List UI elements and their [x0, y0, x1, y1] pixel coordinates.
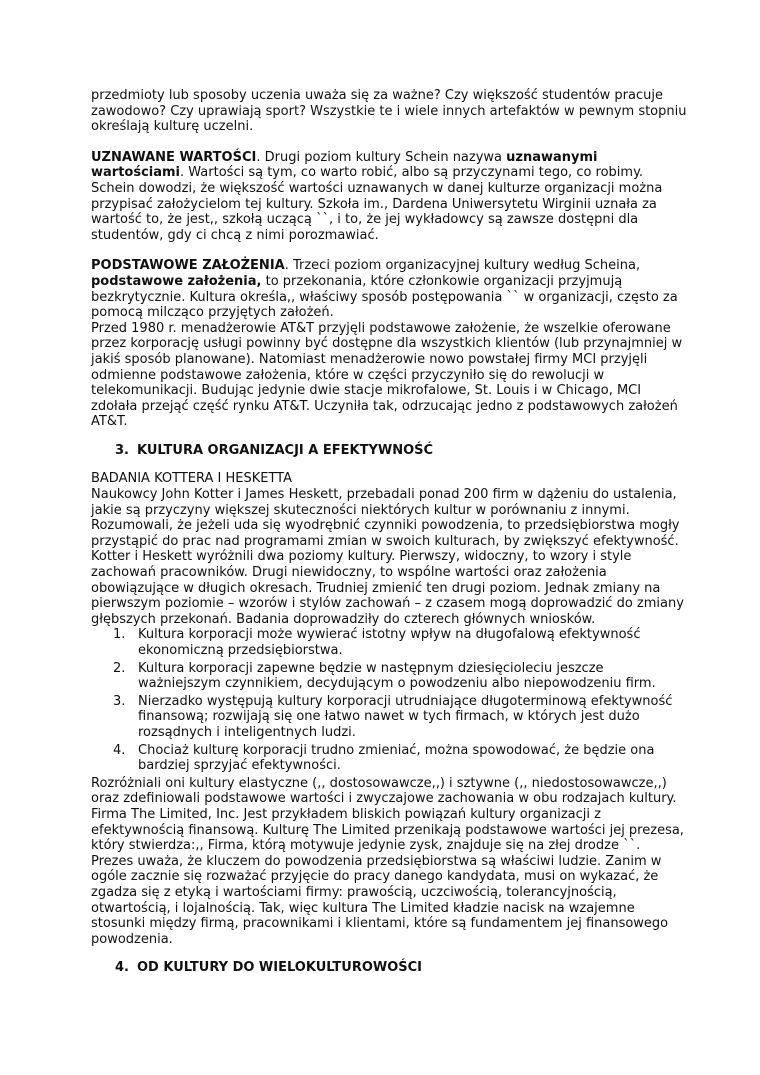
section-4-number: 4. [115, 960, 129, 976]
section-4-title: OD KULTURY DO WIELOKULTUROWOŚCI [137, 960, 423, 976]
list-item-text: Nierzadko występują kultury korporacji utrudniające długoterminową efektywność finansową; rozwijają się one łatwo nawet w tych firmach, w których jest dużo rozsądnych i inteligentnych ludzi. [138, 693, 673, 740]
values-text-2: . Wartości są tym, co warto robić, albo są przyczynami tego, co robimy. Schein dowodzi, że większość wartości uznawanych w danej kulturze organizacji można przypisać założycielom tej kultury. Szkoła im., Dardena Uniwersytetu Wirginii uznała za wartość to, że jest,, szkołą uczącą ``, i to, że jej wykładowcy są zawsze dostępni dla studentów, gdy ci chcą z nimi porozmawiać. [91, 165, 663, 243]
section-3-title: KULTURA ORGANIZACJI A EFEKTYWNOŚĆ [137, 442, 434, 458]
values-text-1: . Drugi poziom kultury Schein nazywa [256, 149, 507, 165]
list-item [91, 661, 690, 692]
values-term: UZNAWANE WARTOŚCI [91, 149, 257, 165]
values-bold-term: uznawanymi wartościami [91, 149, 598, 181]
list-item-text: Chociaż kulturę korporacji trudno zmieniać, można spowodować, że będzie ona bardziej sprzyjać efektywności. [138, 742, 655, 774]
assumptions-term: PODSTAWOWE ZAŁOŻENIA [91, 258, 285, 274]
att-paragraph: Przed 1980 r. menadżerowie AT&T przyjęli podstawowe założenie, że wszelkie oferowane przez korporację usługi powinny być dostępne dla wszystkich klientów (lub przynajmniej w jakiś sposób planowane). Natomiast menadżerowie nowo powstałej firmy MCI przyjęli odmienne podstawowe założenia, które w części przyczyniło się do rewolucji w telekomunikacji. Budując jedynie dwie stacje mikrofalowe, St. Louis i w Chicago, MCI zdołała przejąć część rynku AT&T. Uczyniła tak, odrzucając jedno z podstawowych założeń AT&T. [91, 320, 683, 430]
list-item-text: Kultura korporacji może wywierać istotny wpływ na długofalową efektywność ekonomiczną przedsiębiorstwa. [138, 627, 641, 658]
assumptions-paragraph [91, 258, 690, 320]
section-3-number: 3. [115, 442, 129, 458]
list-item-text: Kultura korporacji zapewne będzie w następnym dziesięcioleciu jeszcze ważniejszym czynnikiem, decydującym o powodzeniu albo niepowodzeniu firm. [138, 660, 656, 692]
assumptions-bold-term: podstawowe założenia, [91, 273, 262, 289]
section-3-subtitle: BADANIA KOTTERA I HESKETTA [91, 471, 292, 487]
section-4-heading [91, 960, 690, 976]
list-item [91, 743, 690, 774]
culture-types-paragraph: Rozróżniali oni kultury elastyczne (,, dostosowawcze,,) i sztywne (,, niedostosowawcze,,) oraz zdefiniowali podstawowe wartości i zwyczajowe zachowania w obu rodzajach kultury. Firma The Limited, Inc. Jest przykładem bliskich powiązań kultury organizacji z efektywnością finansową. Kulturę The Limited przenikają podstawowe wartości jej prezesa, który stwierdza:,, Firma, którą motywuje jedynie zysk, znajduje się na złej drodze ``. [91, 775, 684, 854]
list-item [91, 694, 690, 741]
list-item-number: 3. [113, 693, 126, 709]
list-item [91, 627, 690, 658]
assumptions-text-2: to przekonania, które członkowie organizacji przyjmują bezkrytycznie. Kultura określa,, właściwy sposób postępowania `` w organizacji, często za pomocą milcząco przyjętych założeń. [91, 273, 678, 321]
president-paragraph: Prezes uważa, że kluczem do powodzenia przedsiębiorstwa są właściwi ludzie. Zanim w ogóle zacznie się rozważać przyjęcie do pracy danego kandydata, musi on wykazać, że zgadza się z etyką i wartościami firmy: prawością, uczciwością, tolerancyjnością, otwartością, i lojalnością. Tak, więc kultura The Limited kładzie nacisk na wzajemne stosunki między firmą, pracownikami i klientami, które są fundamentem jej finansowego powodzenia. [91, 853, 669, 947]
conclusions-list [91, 627, 690, 773]
list-item-number: 4. [113, 742, 126, 758]
list-item-number: 2. [113, 660, 126, 676]
section-3-paragraph: Naukowcy John Kotter i James Heskett, przebadali ponad 200 firm w dążeniu do ustalenia, jakie są przyczyny większej skuteczności niektórych kultur w porównaniu z innymi. Rozumowali, że jeżeli uda się wyodrębnić czynniki powodzenia, to przedsiębiorstwa mogły przystąpić do prac nad programami zmian w swoich kulturach, by zwiększyć efektywność. Kotter i Heskett wyróżnili dwa poziomy kultury. Pierwszy, widoczny, to wzory i style zachowań pracowników. Drugi niewidoczny, to wspólne wartości oraz założenia obowiązujące w długich okresach. Trudniej zmienić ten drugi poziom. Jednak zmiany na pierwszym poziomie – wzorów i stylów zachowań – z czasem mogą doprowadzić do zmiany głębszych przekonań. Badania doprowadziły do czterech głównych wniosków. [91, 487, 684, 627]
values-paragraph [91, 150, 690, 244]
list-item-number: 1. [113, 627, 126, 643]
section-3-heading [91, 443, 690, 459]
assumptions-text-1: . Trzeci poziom organizacyjnej kultury według Scheina, [284, 258, 641, 274]
intro-paragraph: przedmioty lub sposoby uczenia uważa się za ważne? Czy większość studentów pracuje zawodowo? Czy uprawiają sport? Wszystkie te i wiele innych artefaktów w pewnym stopniu określają kulturę uczelni. [91, 88, 687, 135]
